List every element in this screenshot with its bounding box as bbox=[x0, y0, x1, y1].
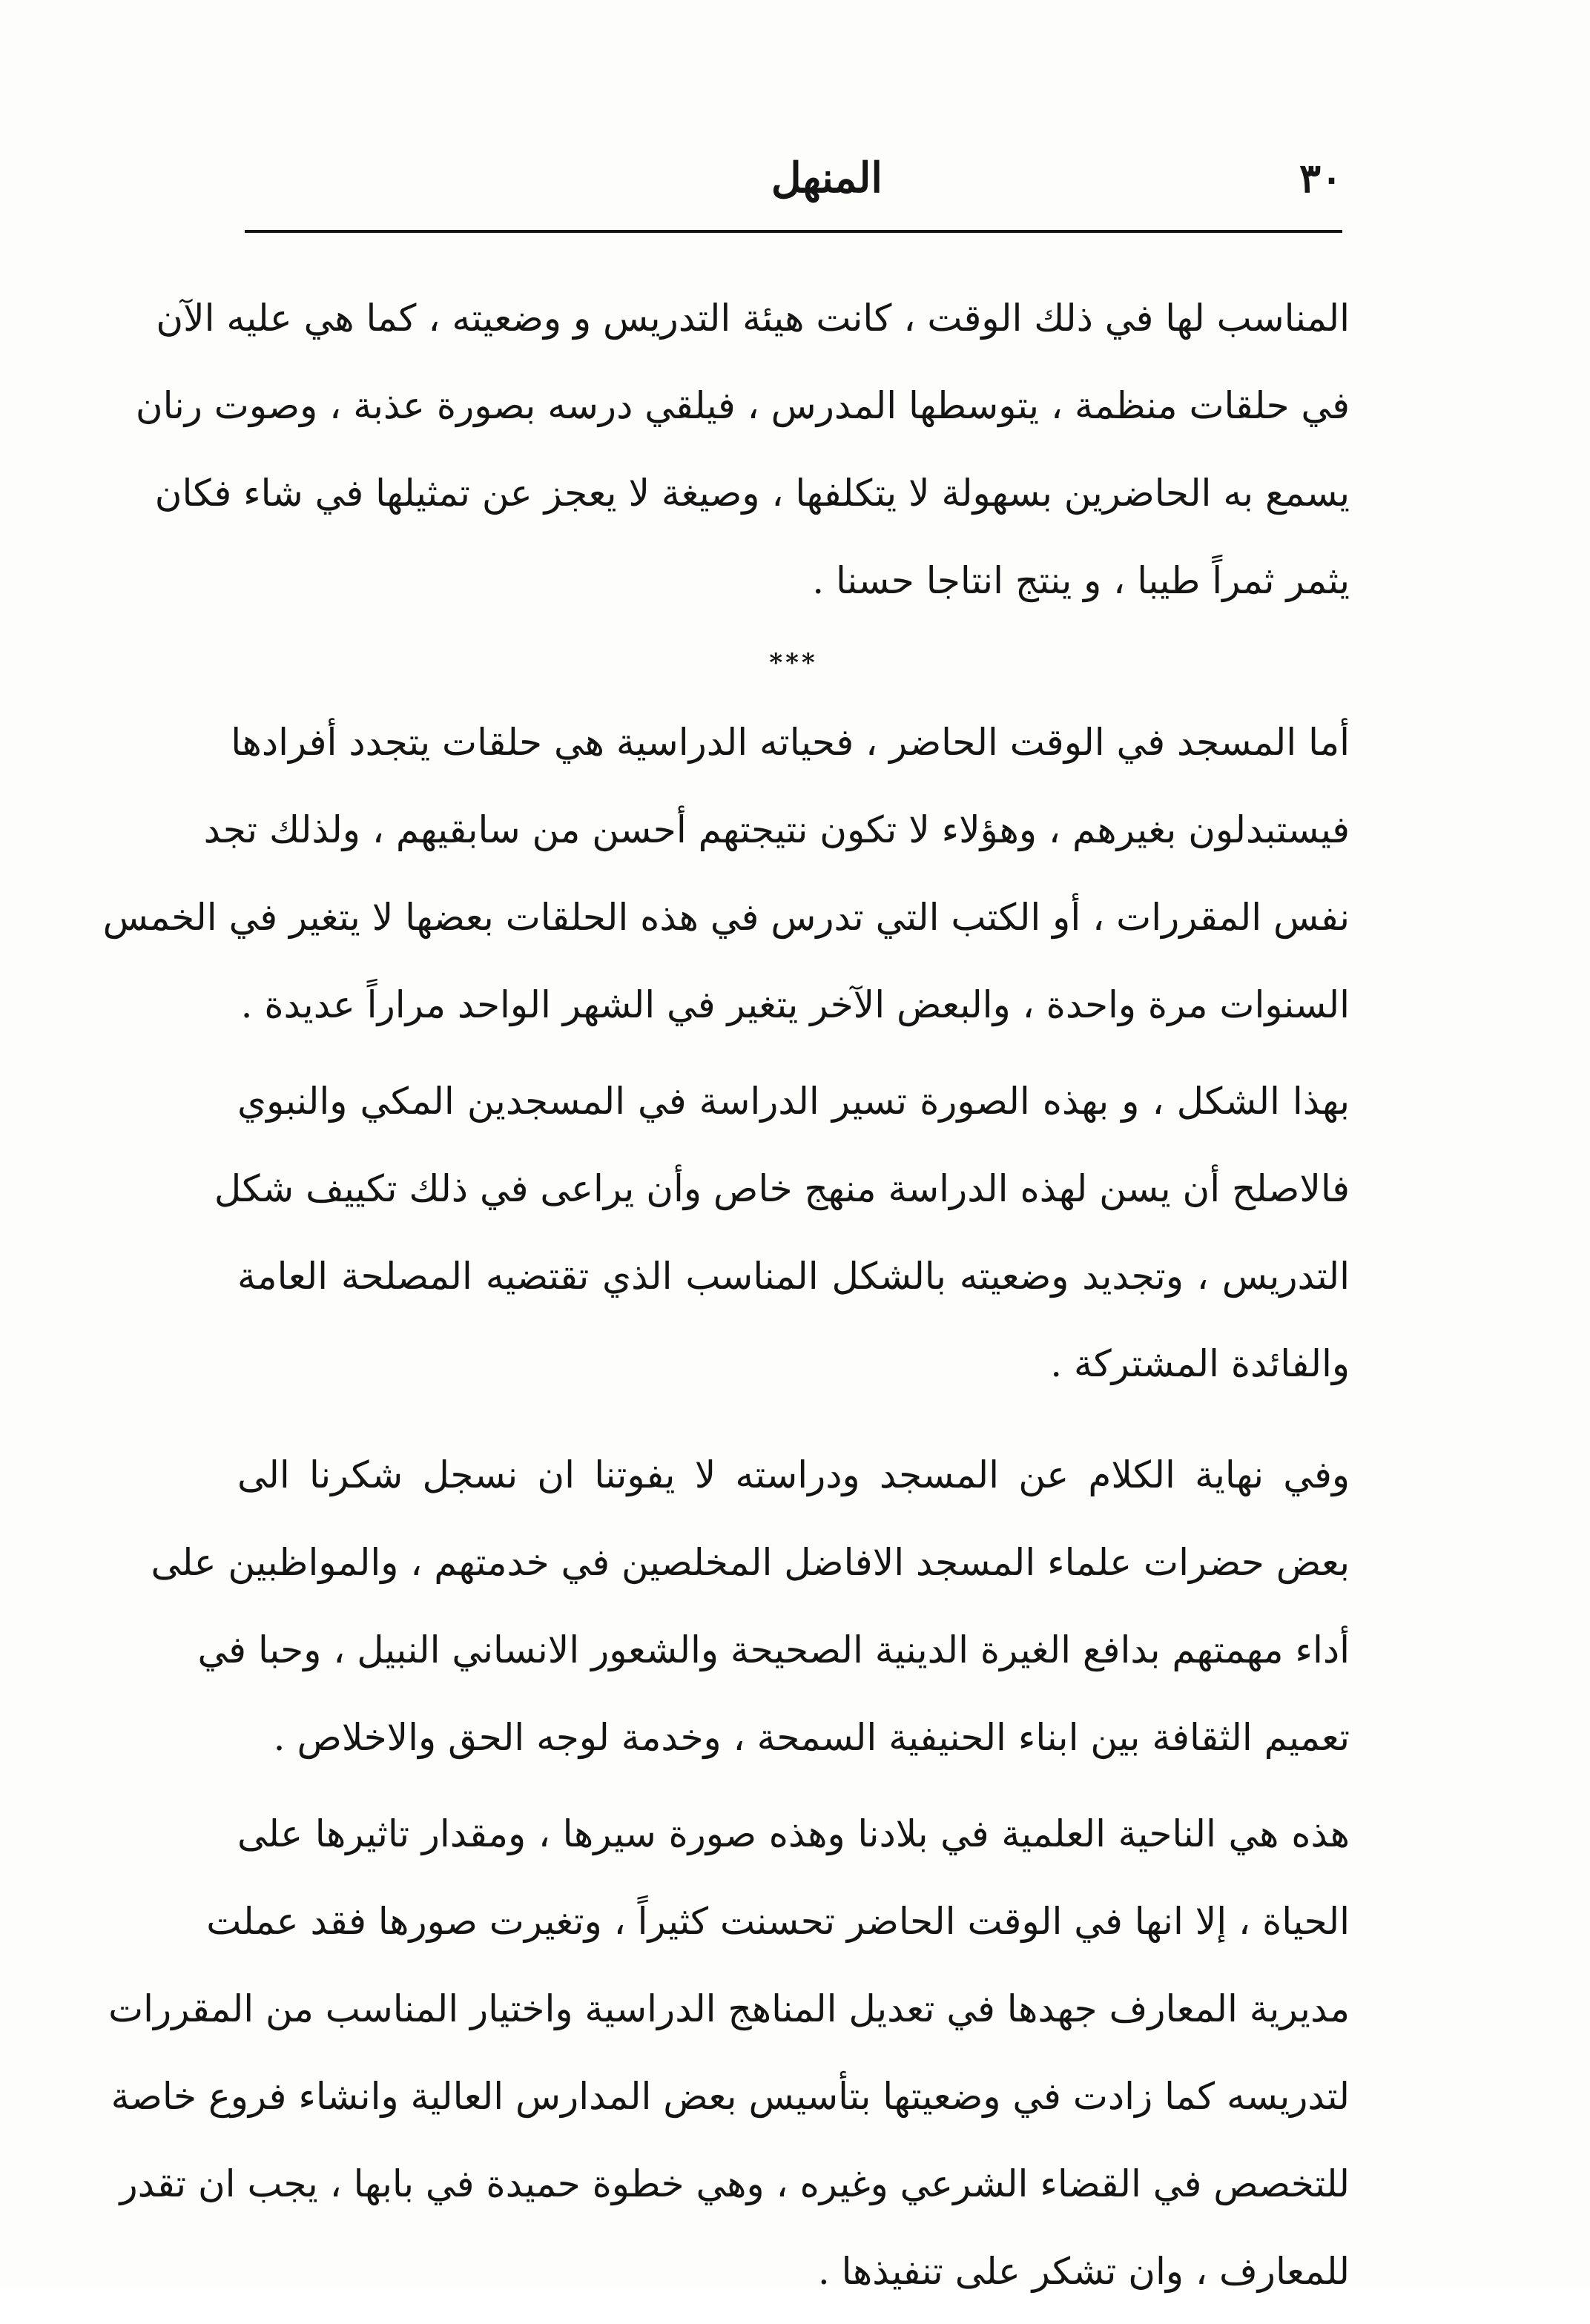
text-line: بهذا الشكل ، و بهذه الصورة تسير الدراسة في المسجدين المكي والنبوي bbox=[237, 1080, 1350, 1123]
running-title: المنهل bbox=[771, 153, 883, 202]
text-line: هذه هي الناحية العلمية في بلادنا وهذه صورة سيرها ، ومقدار تاثيرها على bbox=[237, 1812, 1350, 1855]
section-separator: *** bbox=[769, 648, 818, 678]
text-line: بعض حضرات علماء المسجد الافاضل المخلصين في خدمتهم ، والمواظبين على bbox=[151, 1541, 1350, 1584]
article-body bbox=[102, 274, 1350, 2324]
text-line: أما المسجد في الوقت الحاضر ، فحياته الدراسية هي حلقات يتجدد أفرادها bbox=[231, 721, 1350, 764]
text-line: التدريس ، وتجديد وضعيته بالشكل المناسب الذي تقتضيه المصلحة العامة bbox=[237, 1255, 1350, 1298]
text-line: فالاصلح أن يسن لهذه الدراسة منهج خاص وأن يراعى في ذلك تكييف شكل bbox=[214, 1167, 1350, 1210]
page-header bbox=[245, 148, 1342, 222]
text-line: يثمر ثمراً طيبا ، و ينتج انتاجا حسنا . bbox=[812, 559, 1350, 602]
paragraph-5 bbox=[108, 1790, 1350, 2315]
text-line: فيستبدلون بغيرهم ، وهؤلاء لا تكون نتيجتهم أحسن من سابقيهم ، ولذلك تجد bbox=[203, 808, 1350, 851]
text-line: لتدريسه كما زادت في وضعيتها بتأسيس بعض المدارس العالية وانشاء فروع خاصة bbox=[110, 2075, 1350, 2118]
paragraph-3 bbox=[214, 1057, 1350, 1407]
paragraph-gap bbox=[237, 1416, 1350, 1431]
page-number: ٣٠ bbox=[1299, 154, 1342, 202]
text-line: المناسب لها في ذلك الوقت ، كانت هيئة التدريس و وضعيته ، كما هي عليه الآن bbox=[156, 297, 1350, 340]
text-line: يسمع به الحاضرين بسهولة لا يتكلفها ، وصيغة لا يعجز عن تمثيلها في شاء فكان bbox=[154, 472, 1350, 515]
paragraph-1 bbox=[135, 274, 1350, 624]
text-line: مديرية المعارف جهدها في تعديل المناهج الدراسية واختيار المناسب من المقررات bbox=[108, 1987, 1350, 2030]
text-line: نفس المقررات ، أو الكتب التي تدرس في هذه الحلقات بعضها لا يتغير في الخمس bbox=[102, 896, 1350, 939]
paragraph-2 bbox=[102, 699, 1350, 1049]
text-line: والفائدة المشتركة . bbox=[1050, 1342, 1350, 1385]
text-line: في حلقات منظمة ، يتوسطها المدرس ، فيلقي درسه بصورة عذبة ، وصوت رنان bbox=[135, 384, 1350, 427]
text-line: وفي نهاية الكلام عن المسجد ودراسته لا يفوتنا ان نسجل شكرنا الى bbox=[237, 1453, 1350, 1496]
text-line: تعميم الثقافة بين ابناء الحنيفية السمحة ، وخدمة لوجه الحق والاخلاص . bbox=[273, 1716, 1350, 1759]
text-line: أداء مهمتهم بدافع الغيرة الدينية الصحيحة والشعور الانساني النبيل ، وحبا في bbox=[197, 1628, 1350, 1671]
header-rule bbox=[245, 230, 1342, 233]
text-line: السنوات مرة واحدة ، والبعض الآخر يتغير في الشهر الواحد مراراً عديدة . bbox=[240, 983, 1350, 1026]
text-line: للتخصص في القضاء الشرعي وغيره ، وهي خطوة حميدة في بابها ، يجب ان تقدر bbox=[119, 2162, 1350, 2205]
text-line: الحياة ، إلا انها في الوقت الحاضر تحسنت كثيراً ، وتغيرت صورها فقد عملت bbox=[206, 1900, 1350, 1943]
text-line: للمعارف ، وان تشكر على تنفيذها . bbox=[817, 2250, 1350, 2293]
paragraph-4 bbox=[151, 1431, 1350, 1781]
